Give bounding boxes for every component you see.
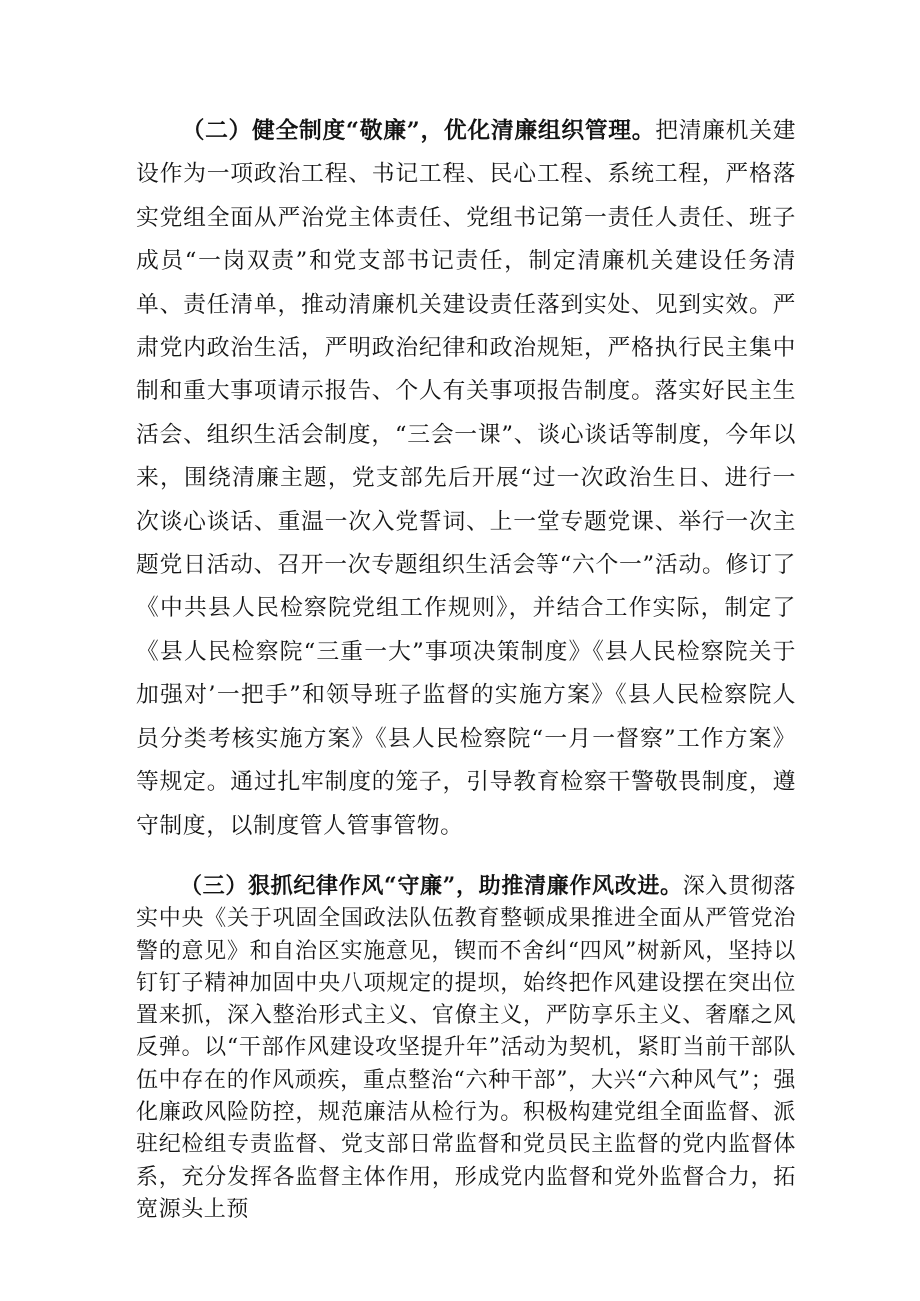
paragraph-body: 把清廉机关建设作为一项政治工程、书记工程、民心工程、系统工程，严格落实党组全面从严治党主体责任、党组书记第一责任人责任、班子成员“一岗双责”和党支部书记责任，制定清廉机关建设任务清单、责任清单，推动清廉机关建设责任落到实处、见到实效。严肃党内政治生活，严明政治纪律和政治规矩，严格执行民主集中制和重大事项请示报告、个人有关事项报告制度。落实好民主生活会、组织生活会制度，“三会一课”、谈心谈话等制度，今年以来，围绕清廉主题，党支部先后开展“过一次政治生日、进行一次谈心谈话、重温一次入党誓词、上一堂专题党课、举行一次主题党日活动、召开一次专题组织生活会等“六个一”活动。修订了《中共县人民检察院党组工作规则》，并结合工作实际，制定了《县人民检察院“三重一大”事项决策制度》《县人民检察院关于加强对’一把手”和领导班子监督的实施方案》《县人民检察院人员分类考核实施方案》《县人民检察院“一月一督察”工作方案》等规定。通过扎牢制度的笼子，引导教育检察干警敬畏制度，遵守制度，以制度管人管事管物。 — [136, 118, 796, 839]
paragraph-discipline-style — [136, 870, 796, 1226]
paragraph-heading: （三）狠抓纪律作风“守廉”，助推清廉作风改进。 — [180, 873, 683, 899]
paragraph-body: 深入贯彻落实中央《关于巩固全国政法队伍教育整顿成果推进全面从严管党治警的意见》和自治区实施意见，锲而不舍纠“四风”树新风，坚持以钉钉子精神加固中央八项规定的提坝，始终把作风建设摆在突出位置来抓，深入整治形式主义、官僚主义，严防享乐主义、奢靡之风反弹。以“干部作风建设攻坚提升年”活动为契机，紧盯当前干部队伍中存在的作风顽疾，重点整治“六种干部”，大兴“六种风气”；强化廉政风险防控，规范廉洁从检行为。积极构建党组全面监督、派驻纪检组专责监督、党支部日常监督和党员民主监督的党内监督体系，充分发挥各监督主体作用，形成党内监督和党外监督合力，拓宽源头上预 — [136, 874, 796, 1222]
paragraph-system-building — [136, 110, 796, 848]
paragraph-heading: （二）健全制度“敬廉”，优化清廉组织管理。 — [181, 118, 656, 144]
